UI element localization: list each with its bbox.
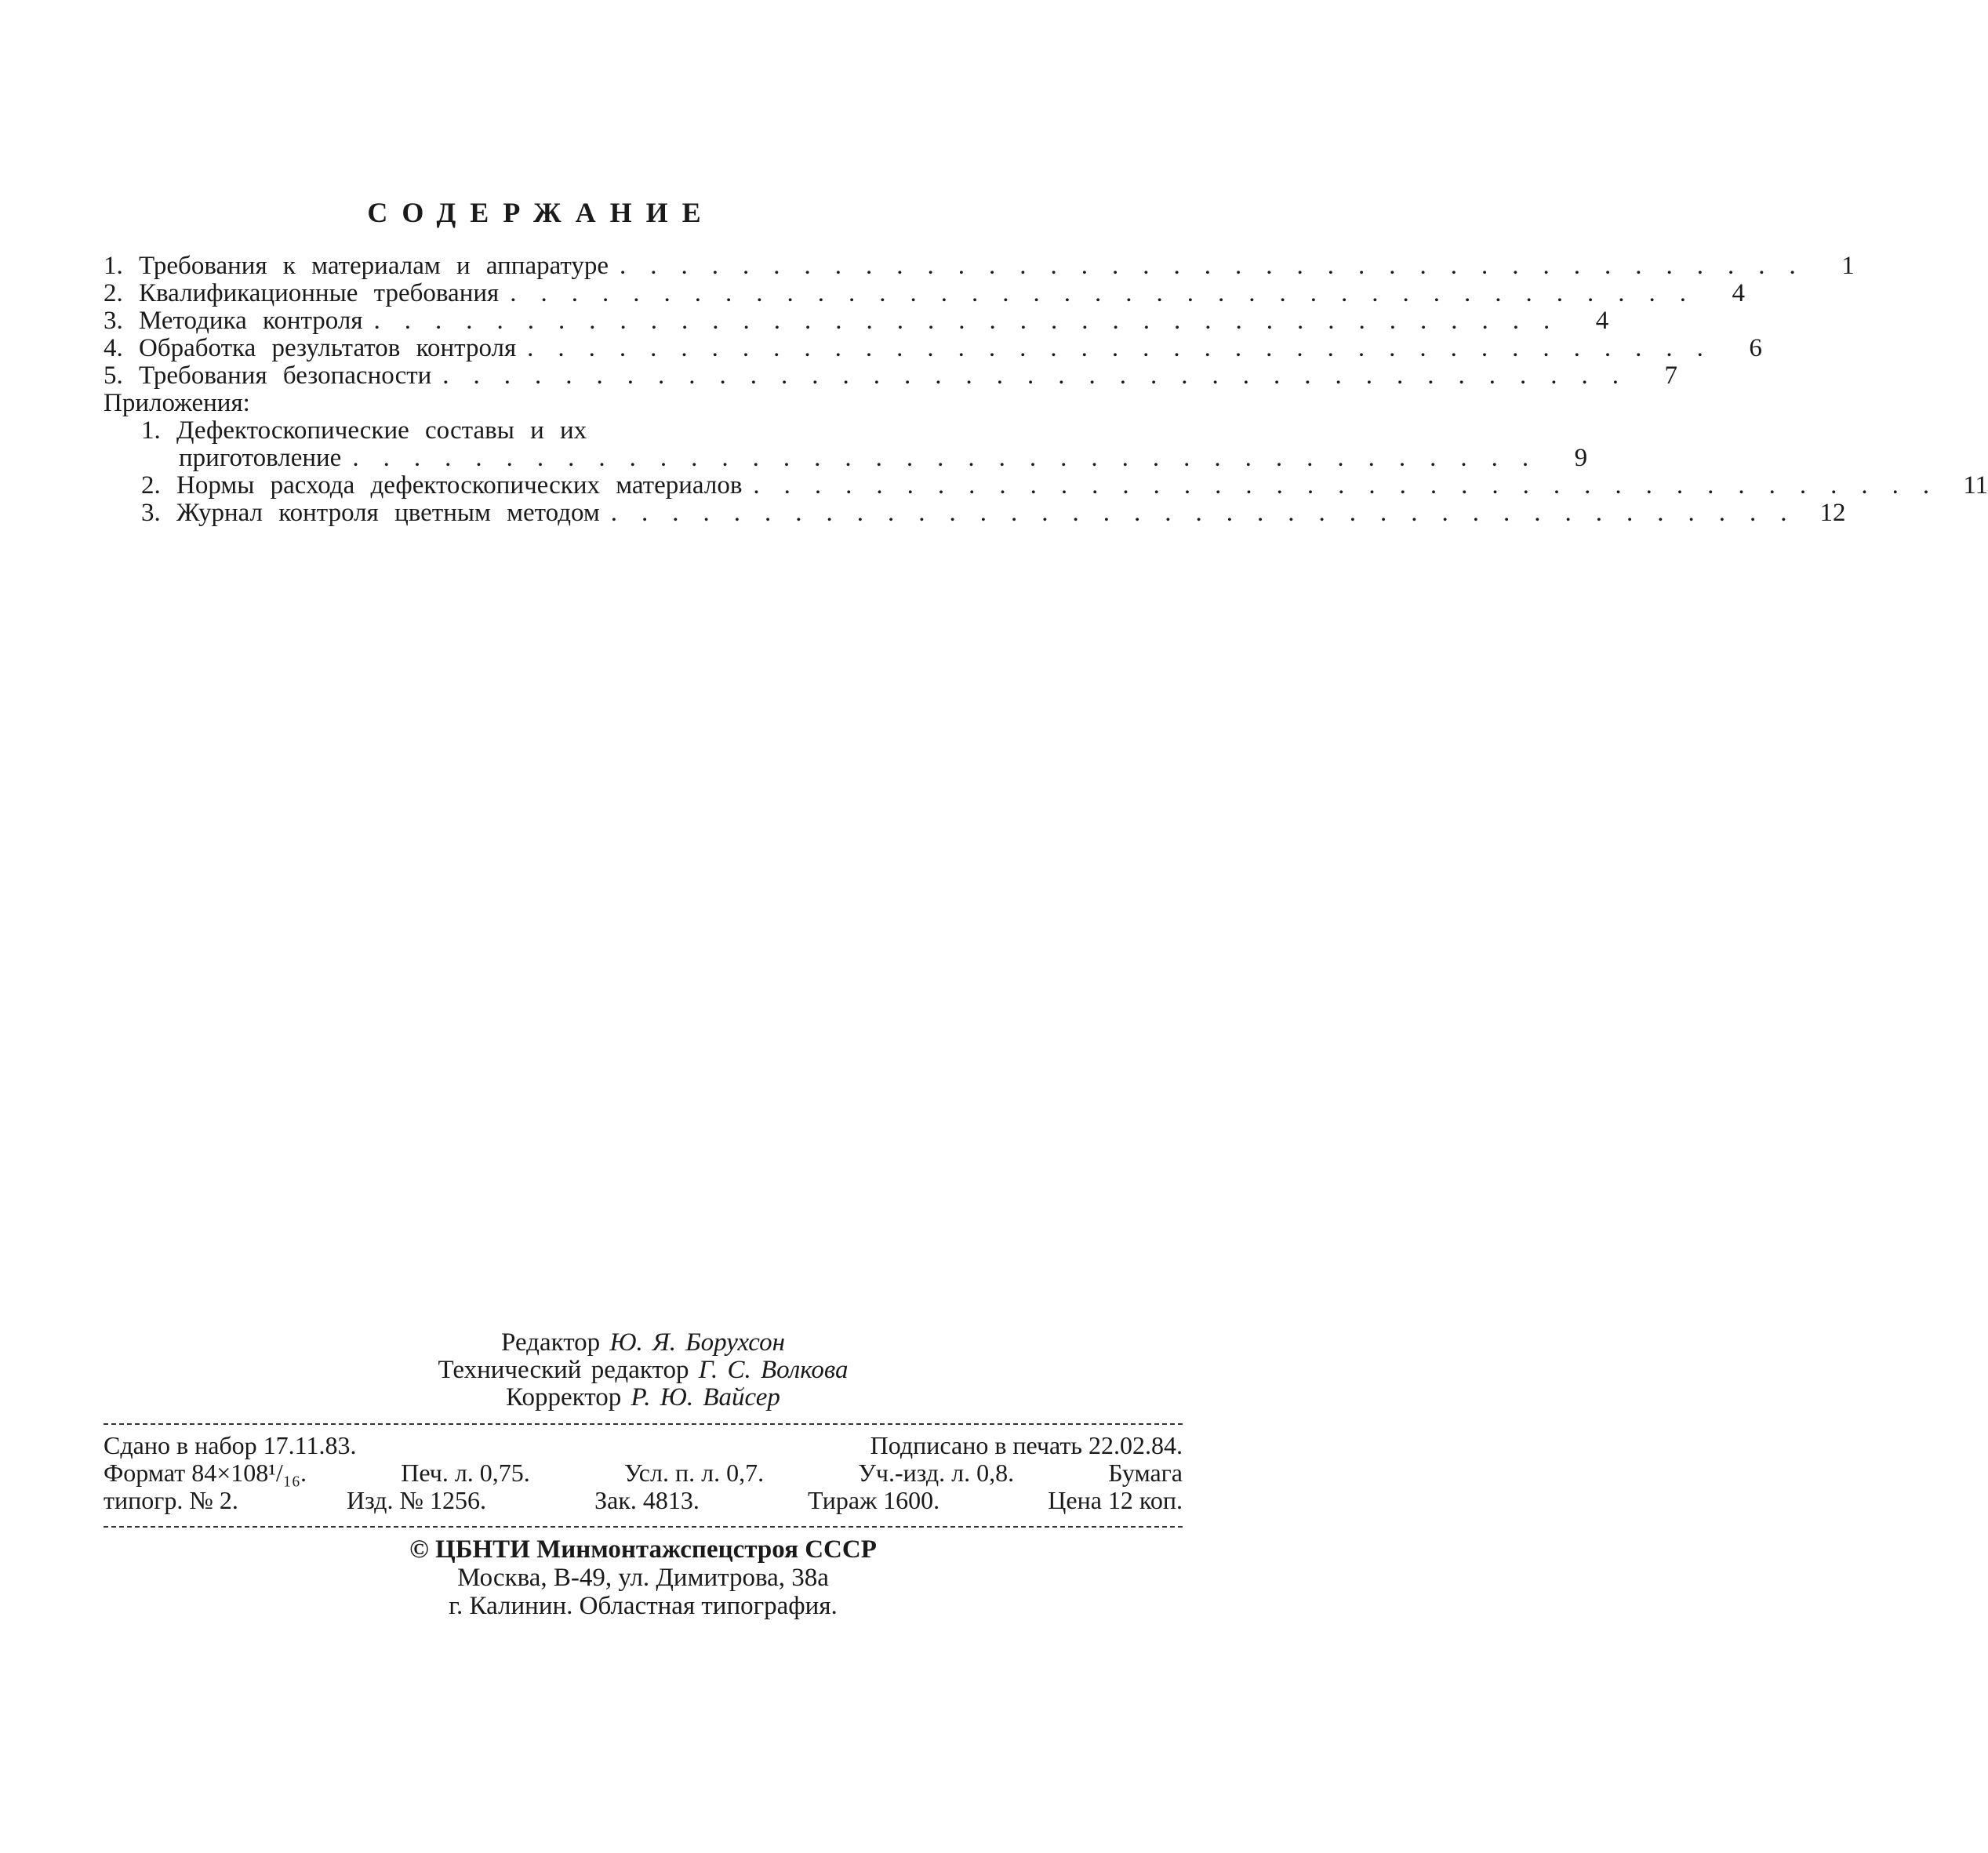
toc-entry-page: 4 [1595, 307, 1609, 335]
appendix-entry [104, 499, 1846, 527]
printer-line: г. Калинин. Областная типография. [449, 1592, 838, 1620]
tech-editor-name: Г. С. Волкова [698, 1356, 849, 1384]
copyright-line: © ЦБНТИ Минмонтажспецстроя СССР [409, 1535, 877, 1564]
credits-block [0, 1329, 1286, 1412]
appendix-entry-text: 2. Нормы расхода дефектоскопических материалов [141, 471, 743, 500]
appendix-heading-row [104, 390, 1158, 417]
toc-title: СОДЕРЖАНИЕ [367, 197, 715, 228]
signed-date: Подписано в печать 22.02.84. [870, 1431, 1183, 1459]
appendix-entry-text: 1. Дефектоскопические составы и их [141, 416, 587, 445]
appendix-entry-page: 11 [1963, 471, 1988, 500]
pub-row-1 [104, 1432, 1183, 1459]
typeset-date: Сдано в набор 17.11.83. [104, 1431, 357, 1459]
pub-row-3 [104, 1487, 1183, 1514]
dot-leader: ....................................... [620, 252, 1820, 280]
appendix-entry-continuation [104, 444, 1588, 472]
appendix-entry [104, 417, 1158, 445]
pub-row-2 [104, 1459, 1183, 1487]
toc-entry [104, 362, 1678, 390]
appendix-entry-page: 12 [1819, 499, 1846, 527]
corrector-line [0, 1384, 1286, 1412]
corrector-name: Р. Ю. Вайсер [631, 1383, 780, 1412]
dot-leader: ....................................... [352, 444, 1554, 472]
divider-bottom [104, 1526, 1183, 1528]
edition-number: Изд. № 1256. [347, 1486, 486, 1514]
edu-sheets: Уч.-изд. л. 0,8. [858, 1459, 1015, 1487]
imprint-block [0, 1535, 1286, 1620]
toc-entry-page: 1 [1841, 252, 1855, 280]
toc-entry [104, 252, 1855, 280]
table-of-contents [104, 252, 1988, 527]
conv-sheets: Усл. п. л. 0,7. [623, 1459, 765, 1487]
toc-entry [104, 279, 1745, 307]
dot-leader: ....................................... [527, 334, 1728, 362]
toc-entry-page: 4 [1732, 279, 1745, 307]
appendix-entry-text: 3. Журнал контроля цветным методом [141, 499, 600, 527]
appendix-entry-text: приготовление [179, 444, 342, 472]
appendix-entry [104, 471, 1988, 500]
dot-leader: ....................................... [753, 471, 1954, 500]
toc-entry-page: 6 [1749, 334, 1762, 362]
paper: Бумага [1108, 1459, 1183, 1487]
publication-details [104, 1432, 1183, 1514]
toc-entry [104, 307, 1609, 335]
dot-leader: ....................................... [373, 307, 1575, 335]
toc-entry-text: 4. Обработка результатов контроля [104, 334, 517, 362]
toc-entry [104, 334, 1762, 362]
toc-entry-text: 2. Квалификационные требования [104, 279, 500, 307]
dot-leader: ....................................... [610, 499, 1812, 527]
divider-top [104, 1423, 1183, 1425]
format: Формат 84×108¹/₁₆. [104, 1459, 307, 1487]
tech-editor-role: Технический редактор [438, 1356, 689, 1384]
appendix-entry-page: 9 [1574, 444, 1588, 472]
toc-entry-text: 1. Требования к материалам и аппаратуре [104, 252, 609, 280]
circulation: Тираж 1600. [807, 1486, 940, 1514]
toc-entry-text: 5. Требования безопасности [104, 362, 432, 390]
dot-leader: ....................................... [510, 279, 1710, 307]
toc-entry-text: 3. Методика контроля [104, 307, 363, 335]
print-sheets: Печ. л. 0,75. [401, 1459, 530, 1487]
order-number: Зак. 4813. [594, 1486, 700, 1514]
tech-editor-line [0, 1357, 1286, 1384]
address-line: Москва, В-49, ул. Димитрова, 38а [457, 1564, 829, 1592]
corrector-role: Корректор [506, 1383, 622, 1412]
editor-role: Редактор [501, 1328, 601, 1357]
editor-line [0, 1329, 1286, 1357]
dot-leader: ....................................... [442, 362, 1644, 390]
paper-type: типогр. № 2. [104, 1486, 238, 1514]
editor-name: Ю. Я. Борухсон [609, 1328, 785, 1357]
price: Цена 12 коп. [1048, 1486, 1183, 1514]
appendix-heading: Приложения: [104, 389, 250, 417]
toc-entry-page: 7 [1664, 362, 1678, 390]
